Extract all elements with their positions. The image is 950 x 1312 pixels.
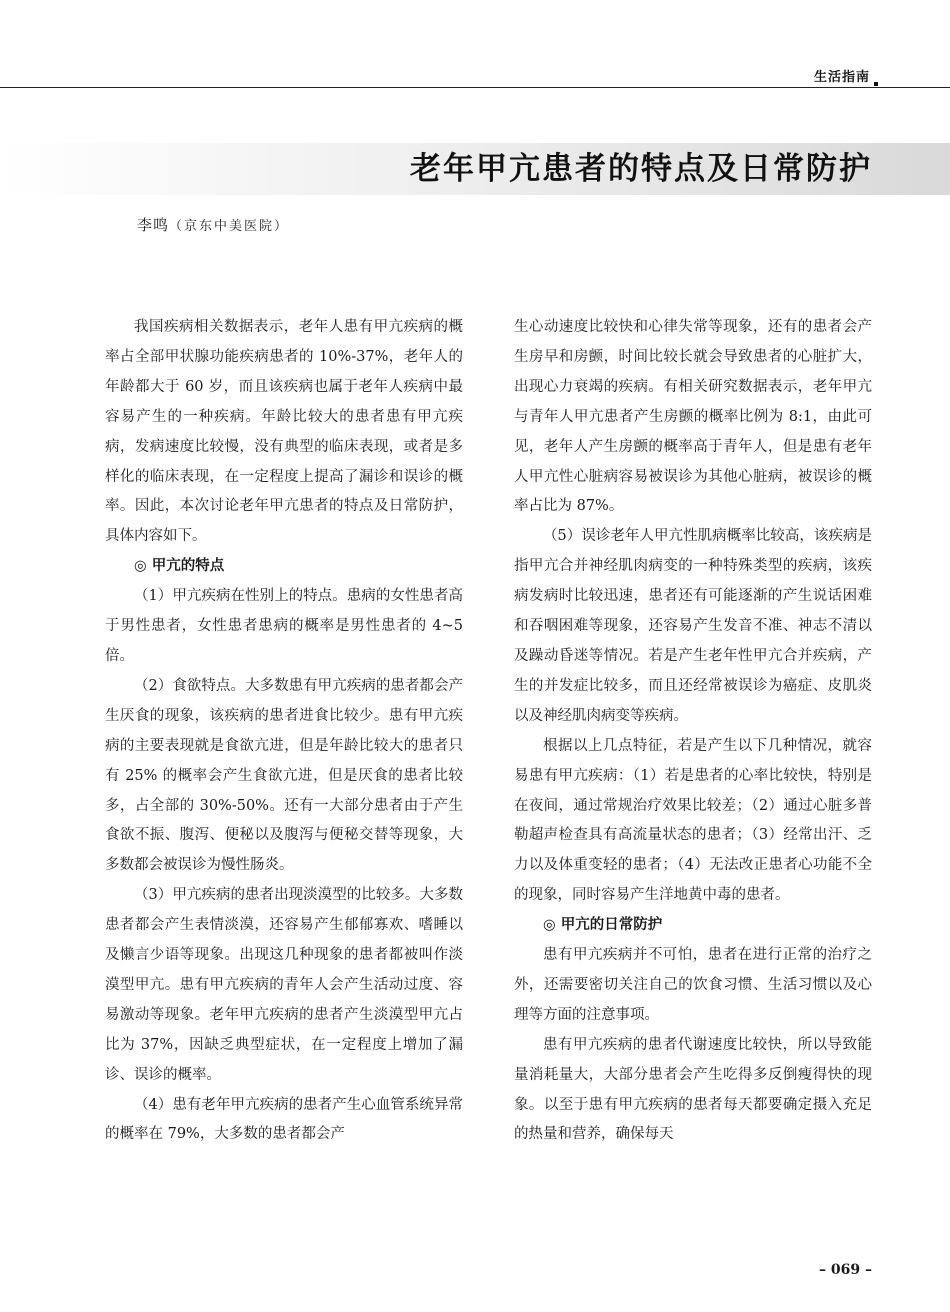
page-number: – 069 – <box>819 1262 872 1278</box>
section-heading-features: ◎ 甲亢的特点 <box>134 558 225 575</box>
paragraph-feature-5: （5）误诊老年人甲亢性肌病概率比较高，该疾病是指甲亢合并神经肌肉病变的一种特殊类型的疾病，该疾病发病时比较迅速，患者还有可能逐渐的产生说话困难和吞咽困难等现象，还容易产生发音不准、神志不清以及躁动昏迷等情况。若是产生老年性甲亢合并疾病，产生的并发症比较多，而且还经常被误诊为癌症、皮肌炎以及神经肌肉病变等疾病。 <box>514 528 872 724</box>
author-line <box>137 214 289 235</box>
paragraph-care-nutrition: 患有甲亢疾病的患者代谢速度比较快，所以导致能量消耗量大，大部分患者会产生吃得多反倒瘦得快的现象。以至于患有甲亢疾病的患者每天都要确定摄入充足的热量和营养，确保每天 <box>514 1036 872 1143</box>
paragraph-feature-4: （4）患有老年甲亢疾病的患者产生心血管系统异常的概率在 79%，大多数的患者都会产 <box>105 1096 463 1143</box>
paragraph-care-intro: 患有甲亢疾病并不可怕，患者在进行正常的治疗之外，还需要密切关注自己的饮食习惯、生活习惯以及心理等方面的注意事项。 <box>514 947 872 1023</box>
paragraph-feature-4-cont: 生心动速度比较快和心律失常等现象，还有的患者会产生房早和房颤，时间比较长就会导致患者的心脏扩大，出现心力衰竭的疾病。有相关研究数据表示，老年甲亢与青年人甲亢患者产生房颤的概率比例为 8:1，由此可见，老年人产生房颤的概率高于青年人，但是患有老年人甲亢性心脏病容易被误诊为其他心脏病，被误诊的概率占比为 87%。 <box>514 319 872 515</box>
right-column <box>514 313 872 1150</box>
paragraph-feature-1: （1）甲亢疾病在性别上的特点。患病的女性患者高于男性患者，女性患者患病的概率是男性患者的 4~5 倍。 <box>105 588 463 664</box>
author-affiliation: （京东中美医院） <box>169 219 290 234</box>
author-name: 李鸣 <box>137 216 170 234</box>
paragraph-feature-2: （2）食欲特点。大多数患有甲亢疾病的患者都会产生厌食的现象，该疾病的患者进食比较少。患有甲亢疾病的主要表现就是食欲亢进，但是年龄比较大的患者只有 25% 的概率会产生食欲亢进，但是厌食的患者比较多，占全部的 30%-50%。还有一大部分患者由于产生食欲不振、腹泻、便秘以及腹泻与便秘交替等现象，大多数都会被误诊为慢性肠炎。 <box>105 677 463 874</box>
left-column <box>105 313 463 1150</box>
header-rule <box>0 87 950 88</box>
section-label: 生活指南 <box>813 70 870 85</box>
section-marker <box>874 82 878 86</box>
article-title: 老年甲亢患者的特点及日常防护 <box>410 151 872 187</box>
paragraph-diagnosis-signs: 根据以上几点特征，若是产生以下几种情况，就容易患有甲亢疾病：（1）若是患者的心率比较快，特别是在夜间，通过常规治疗效果比较差；（2）通过心脏多普勒超声检查具有高流量状态的患者；（3）经常出汗、乏力以及体重变轻的患者；（4）无法改正患者心功能不全的现象，同时容易产生洋地黄中毒的患者。 <box>514 737 872 904</box>
paragraph-feature-3: （3）甲亢疾病的患者出现淡漠型的比较多。大多数患者都会产生表情淡漠，还容易产生郁郁寡欢、嗜睡以及懒言少语等现象。出现这几种现象的患者都被叫作淡漠型甲亢。患有甲亢疾病的青年人会产生活动过度、容易激动等现象。老年甲亢疾病的患者产生淡漠型甲亢占比为 37%，因缺乏典型症状，在一定程度上增加了漏诊、误诊的概率。 <box>105 887 463 1083</box>
paragraph-intro: 我国疾病相关数据表示，老年人患有甲亢疾病的概率占全部甲状腺功能疾病患者的 10%-37%，老年人的年龄都大于 60 岁，而且该疾病也属于老年人疾病中最容易产生的一种疾病。年龄比较大的患者患有甲亢疾病，发病速度比较慢，没有典型的临床表现，或者是多样化的临床表现，在一定程度上提高了漏诊和误诊的概率。因此，本次讨论老年甲亢患者的特点及日常防护，具体内容如下。 <box>105 319 463 545</box>
section-heading-daily-care: ◎ 甲亢的日常防护 <box>543 917 663 934</box>
